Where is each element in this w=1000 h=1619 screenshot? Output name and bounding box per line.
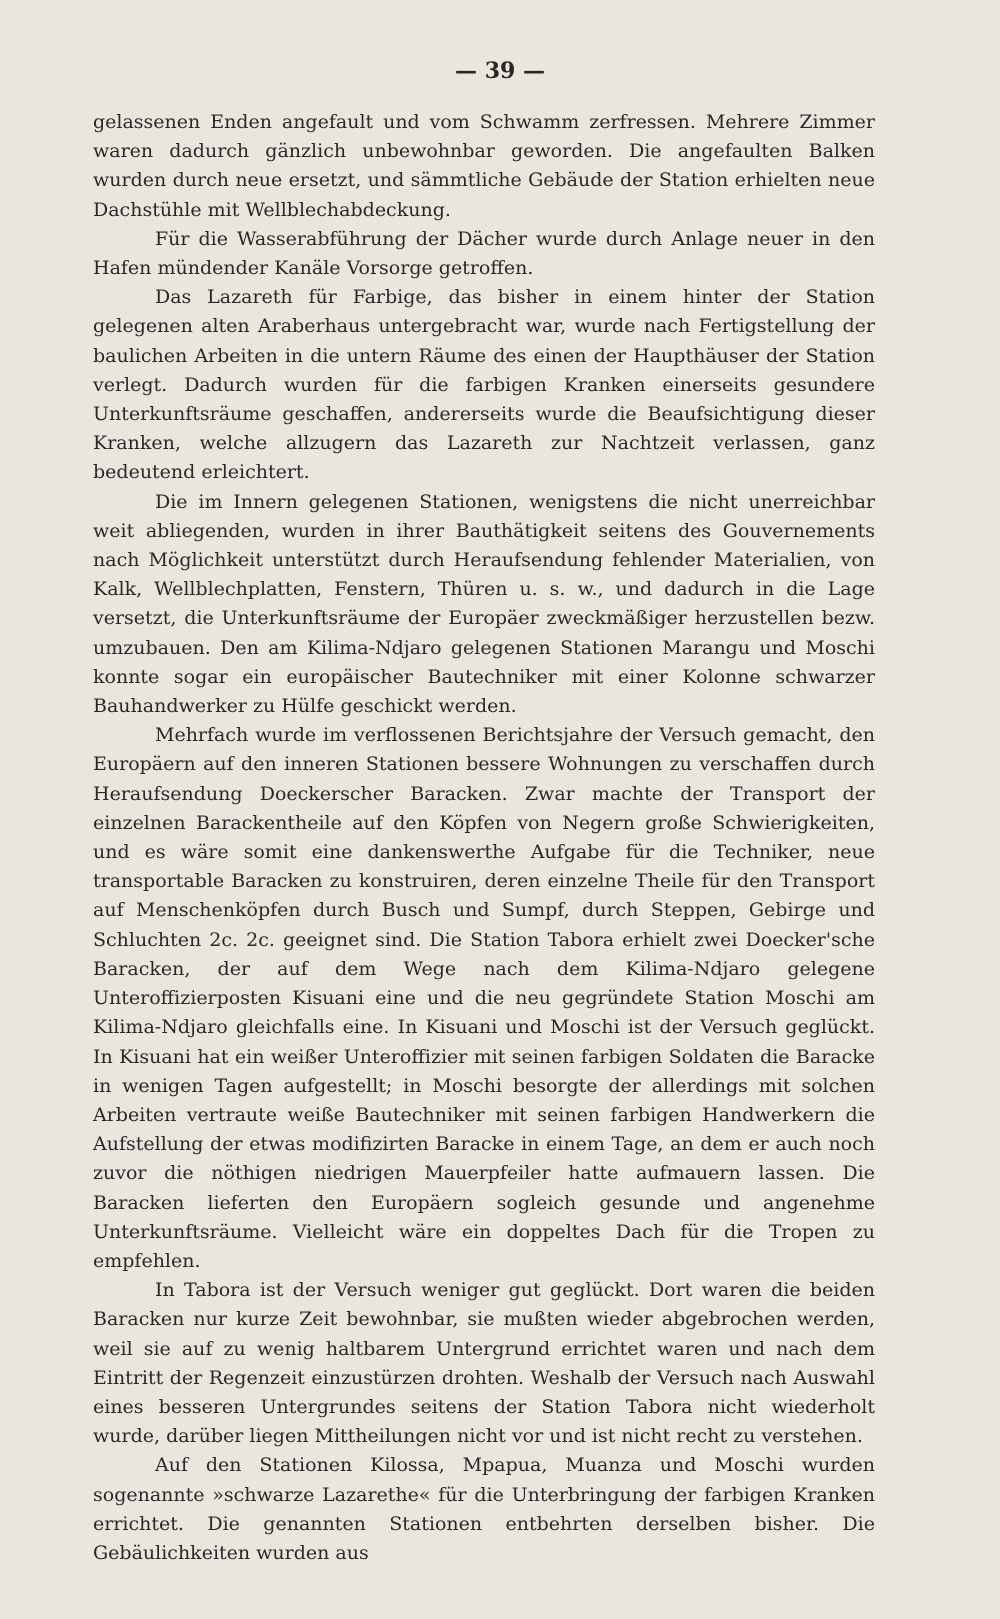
paragraph-6: In Tabora ist der Versuch weniger gut geglückt. Dort waren die beiden Baracken nur kurze Zeit bewohnbar, sie mußten wieder abgebrochen werden, weil sie auf zu wenig haltbarem Untergrund errichtet waren und nach dem Eintritt der Regenzeit einzustürzen drohten. Weshalb der Versuch nach Auswahl eines besseren Untergrundes seitens der Station Tabora nicht wiederholt wurde, darüber liegen Mittheilungen nicht vor und ist nicht recht zu verstehen. bbox=[93, 1279, 875, 1448]
paragraph-3: Das Lazareth für Farbige, das bisher in einem hinter der Station gelegenen alten Araberhaus untergebracht war, wurde nach Fertigstellung der baulichen Arbeiten in die untern Räume des einen der Haupthäuser der Station verlegt. Dadurch wurden für die farbigen Kranken einerseits gesundere Unterkunftsräume geschaffen, andererseits wurde die Beaufsichtigung dieser Kranken, welche allzugern das Lazareth zur Nachtzeit verlassen, ganz bedeutend erleichtert. bbox=[93, 286, 875, 484]
paragraph-5: Mehrfach wurde im verflossenen Berichtsjahre der Versuch gemacht, den Europäern auf den inneren Stationen bessere Wohnungen zu verschaffen durch Heraufsendung Doeckerscher Baracken. Zwar machte der Transport der einzelnen Barackentheile auf den Köpfen von Negern große Schwierigkeiten, und es wäre somit eine dankenswerthe Aufgabe für die Techniker, neue transportable Baracken zu konstruiren, deren einzelne Theile für den Transport auf Menschenköpfen durch Busch und Sumpf, durch Steppen, Gebirge und Schluchten 2c. 2c. geeignet sind. Die Station Tabora erhielt zwei Doecker'sche Baracken, der auf dem Wege nach dem Kilima-Ndjaro gelegene Unteroffizierposten Kisuani eine und die neu gegründete Station Moschi am Kilima-Ndjaro gleichfalls eine. In Kisuani und Moschi ist der Versuch geglückt. In Kisuani hat ein weißer Unteroffizier mit seinen farbigen Soldaten die Baracke in wenigen Tagen aufgestellt; in Moschi besorgte der allerdings mit solchen Arbeiten vertraute weiße Bautechniker mit seinen farbigen Handwerkern die Aufstellung der etwas modifizirten Baracke in einem Tage, an dem er auch noch zuvor die nöthigen niedrigen Mauerpfeiler hatte aufmauern lassen. Die Baracken lieferten den Europäern sogleich gesunde und angenehme Unterkunftsräume. Vielleicht wäre ein doppeltes Dach für die Tropen zu empfehlen. bbox=[93, 724, 875, 1272]
body-text bbox=[93, 108, 875, 1568]
paragraph-2: Für die Wasserabführung der Dächer wurde durch Anlage neuer in den Hafen mündender Kanäle Vorsorge getroffen. bbox=[93, 227, 875, 280]
paragraph-4: Die im Innern gelegenen Stationen, wenigstens die nicht unerreichbar weit abliegenden, wurden in ihrer Bauthätigkeit seitens des Gouvernements nach Möglichkeit unterstützt durch Heraufsendung fehlender Materialien, von Kalk, Wellblechplatten, Fenstern, Thüren u. s. w., und dadurch in die Lage versetzt, die Unterkunftsräume der Europäer zweckmäßiger herzustellen bezw. umzubauen. Den am Kilima-Ndjaro gelegenen Stationen Marangu und Moschi konnte sogar ein europäischer Bautechniker mit einer Kolonne schwarzer Bauhandwerker zu Hülfe geschickt werden. bbox=[93, 490, 875, 718]
page-number: — 39 — bbox=[455, 58, 545, 84]
paragraph-1: gelassenen Enden angefault und vom Schwamm zerfressen. Mehrere Zimmer waren dadurch gänzlich unbewohnbar geworden. Die angefaulten Balken wurden durch neue ersetzt, und sämmtliche Gebäude der Station erhielten neue Dachstühle mit Wellblechabdeckung. bbox=[93, 111, 875, 221]
paragraph-7: Auf den Stationen Kilossa, Mpapua, Muanza und Moschi wurden sogenannte »schwarze Lazarethe« für die Unterbringung der farbigen Kranken errichtet. Die genannten Stationen entbehrten derselben bisher. Die Gebäulichkeiten wurden aus bbox=[93, 1454, 875, 1564]
